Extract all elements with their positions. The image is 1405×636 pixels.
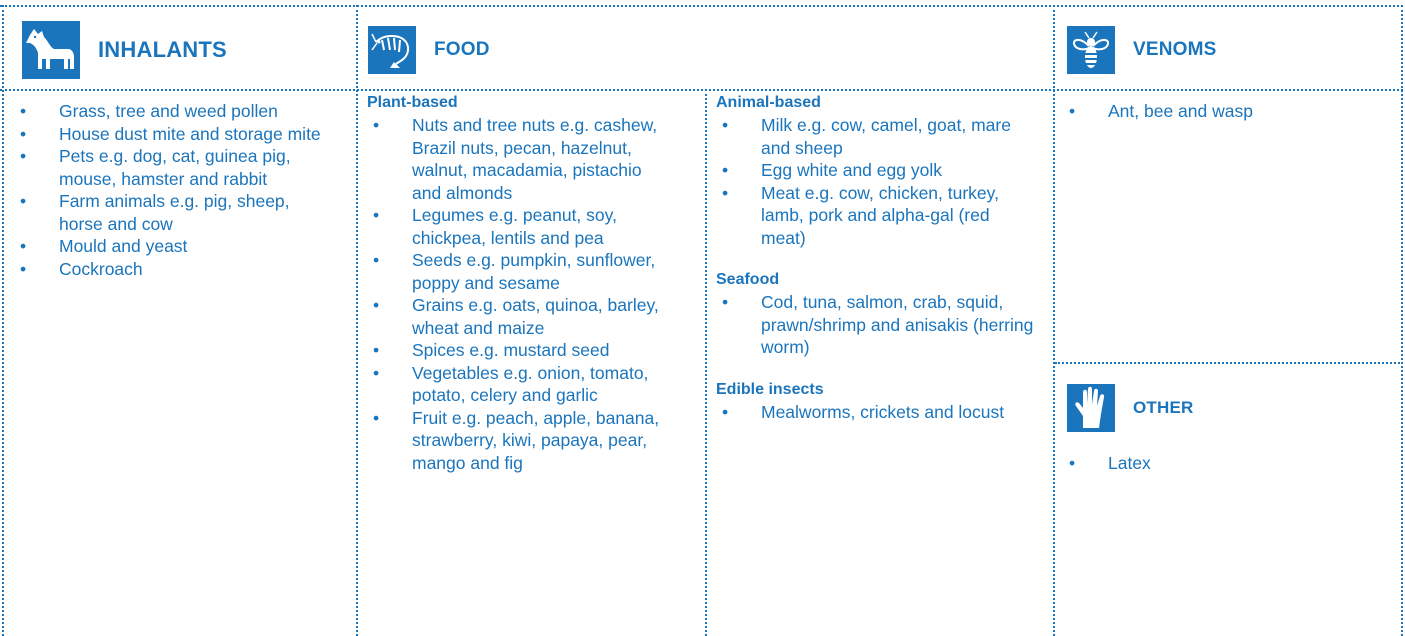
- divider-inhalants-food: [356, 5, 358, 636]
- list-item: • Mould and yeast: [14, 235, 334, 258]
- venoms-column: [1063, 100, 1393, 123]
- other-divider: [1055, 362, 1403, 364]
- list-item: • Grains e.g. oats, quinoa, barley, wheat and maize: [367, 294, 667, 339]
- plant-based-heading: Plant-based: [367, 94, 458, 111]
- venoms-title: VENOMS: [1133, 39, 1217, 60]
- list-item: • Latex: [1063, 452, 1393, 475]
- food-header: [368, 16, 490, 84]
- plant-based-list: [367, 114, 667, 474]
- venoms-list: [1063, 100, 1393, 123]
- other-list: [1063, 452, 1393, 475]
- list-item: • Ant, bee and wasp: [1063, 100, 1393, 123]
- list-item: • Egg white and egg yolk: [716, 159, 1036, 182]
- animal-based-column: [716, 92, 1036, 423]
- list-item: • Cod, tuna, salmon, crab, squid, prawn/shrimp and anisakis (herring worm): [716, 291, 1036, 359]
- spacer: [716, 359, 1036, 379]
- header-divider: [0, 89, 1403, 91]
- inhalants-list: [14, 100, 334, 280]
- list-item: • Cockroach: [14, 258, 334, 281]
- animal-based-heading: Animal-based: [716, 94, 821, 111]
- list-item: • Milk e.g. cow, camel, goat, mare and sheep: [716, 114, 1036, 159]
- list-item: • Grass, tree and weed pollen: [14, 100, 334, 123]
- list-item: • Nuts and tree nuts e.g. cashew, Brazil nuts, pecan, hazelnut, walnut, macadamia, pistachio and almonds: [367, 114, 667, 204]
- list-item: • House dust mite and storage mite: [14, 123, 334, 146]
- edible-insects-heading: Edible insects: [716, 380, 824, 398]
- list-item: • Vegetables e.g. onion, tomato, potato, celery and garlic: [367, 362, 667, 407]
- inhalants-column: [14, 100, 334, 280]
- shrimp-icon: [368, 26, 416, 74]
- list-item: • Mealworms, crickets and locust: [716, 401, 1036, 424]
- list-item: • Fruit e.g. peach, apple, banana, strawberry, kiwi, papaya, pear, mango and fig: [367, 407, 667, 475]
- other-header: [1067, 380, 1194, 436]
- venoms-header: [1067, 16, 1217, 84]
- other-title: OTHER: [1133, 398, 1194, 417]
- glove-icon: [1067, 384, 1115, 432]
- right-border: [1401, 5, 1403, 636]
- plant-based-column: [367, 92, 667, 474]
- top-border: [0, 5, 1403, 7]
- list-item: • Seeds e.g. pumpkin, sunflower, poppy and sesame: [367, 249, 667, 294]
- dog-icon: [22, 21, 80, 79]
- list-item: • Pets e.g. dog, cat, guinea pig, mouse, hamster and rabbit: [14, 145, 334, 190]
- left-border: [2, 5, 4, 636]
- list-item: • Spices e.g. mustard seed: [367, 339, 667, 362]
- edible-insects-list: [716, 401, 1036, 424]
- inhalants-header: [22, 16, 227, 84]
- list-item: • Farm animals e.g. pig, sheep, horse and cow: [14, 190, 334, 235]
- animal-based-list: [716, 114, 1036, 249]
- list-item: • Legumes e.g. peanut, soy, chickpea, lentils and pea: [367, 204, 667, 249]
- divider-plant-animal: [705, 89, 707, 636]
- seafood-heading: Seafood: [716, 271, 780, 288]
- divider-food-venoms: [1053, 5, 1055, 636]
- food-title: FOOD: [434, 39, 490, 60]
- bee-icon: [1067, 26, 1115, 74]
- spacer: [716, 249, 1036, 269]
- other-column: [1063, 452, 1393, 475]
- inhalants-title: INHALANTS: [98, 37, 227, 62]
- list-item: • Meat e.g. cow, chicken, turkey, lamb, pork and alpha-gal (red meat): [716, 182, 1036, 250]
- seafood-list: [716, 291, 1036, 359]
